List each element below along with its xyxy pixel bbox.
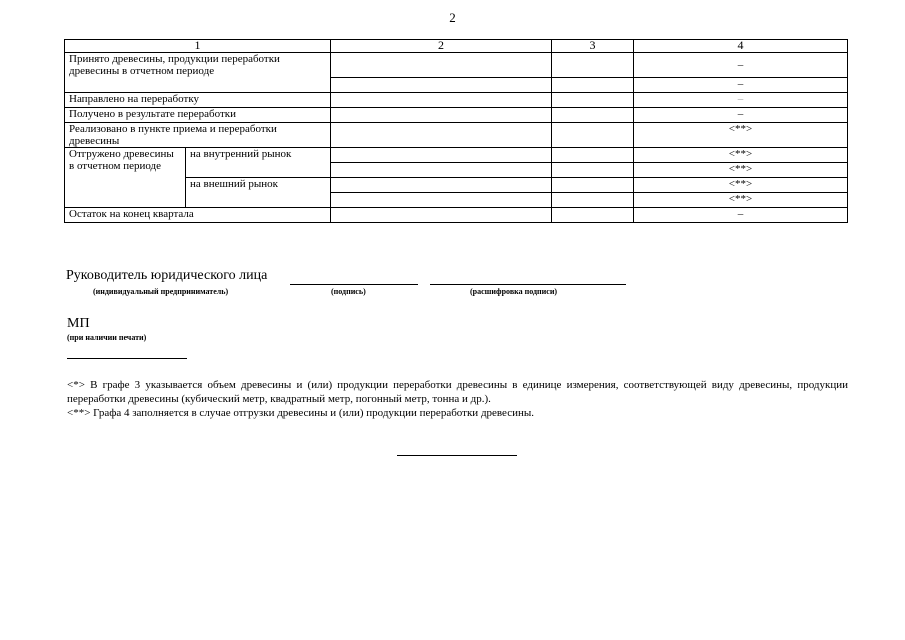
signature-decoding-line xyxy=(430,284,626,285)
row-accepted xyxy=(65,53,848,78)
row-shipped-domestic-col4-b: <**> xyxy=(634,163,848,178)
cell xyxy=(331,148,552,163)
report-table xyxy=(64,39,848,223)
row-accepted-col4-a: – xyxy=(634,53,848,78)
row-shipped-foreign-col4-a: <**> xyxy=(634,178,848,193)
stamp-label: МП xyxy=(67,316,90,331)
cell xyxy=(331,123,552,148)
cell xyxy=(331,163,552,178)
header-col-4: 4 xyxy=(634,40,848,53)
row-shipped-domestic-label: на внутренний рынок xyxy=(186,148,331,178)
header-col-1: 1 xyxy=(65,40,331,53)
cell xyxy=(552,178,634,193)
signature-line xyxy=(290,284,418,285)
row-balance xyxy=(65,208,848,223)
cell xyxy=(331,78,552,93)
end-divider xyxy=(397,455,517,456)
cell xyxy=(552,123,634,148)
row-shipped-foreign-label: на внешний рынок xyxy=(186,178,331,208)
header-col-3: 3 xyxy=(552,40,634,53)
cell xyxy=(552,78,634,93)
table-header-row xyxy=(65,40,848,53)
row-obtained-label: Получено в результате переработки xyxy=(65,108,331,123)
signature-label: Руководитель юридического лица xyxy=(66,268,268,283)
cell xyxy=(552,208,634,223)
row-shipped-domestic-col4-a: <**> xyxy=(634,148,848,163)
signature-person-caption: (индивидуальный предприниматель) xyxy=(93,287,229,296)
row-sent-processing-label: Направлено на переработку xyxy=(65,93,331,108)
stamp-note: (при наличии печати) xyxy=(67,333,147,342)
cell xyxy=(552,163,634,178)
cell xyxy=(552,93,634,108)
cell xyxy=(552,53,634,78)
cell xyxy=(331,208,552,223)
row-accepted-col4-b: – xyxy=(634,78,848,93)
row-shipped-foreign-col4-b: <**> xyxy=(634,193,848,208)
row-shipped-domestic-a xyxy=(65,148,848,163)
cell xyxy=(331,178,552,193)
row-obtained-col4: – xyxy=(634,108,848,123)
row-sold-col4: <**> xyxy=(634,123,848,148)
footnote-divider xyxy=(67,358,187,359)
row-balance-label: Остаток на конец квартала xyxy=(65,208,331,223)
cell xyxy=(331,93,552,108)
row-balance-col4: – xyxy=(634,208,848,223)
cell xyxy=(552,193,634,208)
row-shipped-label: Отгружено древесины в отчетном периоде xyxy=(65,148,186,208)
footnotes xyxy=(67,378,848,420)
footnote-2: <**> Графа 4 заполняется в случае отгрузки древесины и (или) продукции переработки древесины. xyxy=(67,407,535,419)
row-accepted-label: Принято древесины, продукции переработки древесины в отчетном периоде xyxy=(65,53,331,93)
cell xyxy=(331,193,552,208)
row-sent-processing xyxy=(65,93,848,108)
row-sent-processing-col4: – xyxy=(634,93,848,108)
cell xyxy=(552,108,634,123)
cell xyxy=(552,148,634,163)
row-sold-label: Реализовано в пункте приема и переработки древесины xyxy=(65,123,331,148)
row-obtained xyxy=(65,108,848,123)
footnote-1: <*> В графе 3 указывается объем древесины и (или) продукции переработки древесины в единице измерения, соответствующей виду древесины, продукции переработки древесины (кубический метр, квадратный метр, погонный метр, тонна и др.). xyxy=(67,379,848,405)
header-col-2: 2 xyxy=(331,40,552,53)
signature-caption: (подпись) xyxy=(331,287,366,296)
page-number: 2 xyxy=(449,10,456,25)
cell xyxy=(331,53,552,78)
signature-decoding-caption: (расшифровка подписи) xyxy=(470,287,558,296)
cell xyxy=(331,108,552,123)
row-sold xyxy=(65,123,848,148)
